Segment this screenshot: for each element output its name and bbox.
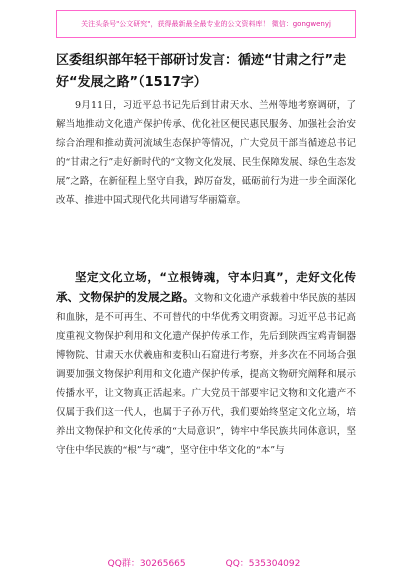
paragraph-2-lead: 坚定文化立场，“立根铸魂，守本归真”，走好文化传承、文物保护的发展之路。 [56,270,356,304]
footer-qq: QQ：535304092 [225,559,301,569]
header-banner-text: 关注头条号"公文研究"，获得最新最全最专业的公文资料库！ 微信：gongwenyj [81,20,331,28]
paragraph-1: 9月11日，习近平总书记先后到甘肃天水、兰州等地考察调研，了解当地推动文化遗产保护传承、优化社区便民惠民服务、加强社会治安综合治理和推动黄河流域生态保护等情况，广大党员干部当循迹总书记的“甘肃之行”走好新时代的“文物文化发展、民生保障发展、绿色生态发展”之路，在新征程上坚守自我，踔厉奋发，砥砺前行为进一步全面深化改革、推进中国式现代化共同谱写华丽篇章。 [56,100,356,206]
header-banner [56,10,356,38]
footer [0,556,408,572]
paragraph-2-body: 文物和文化遗产承载着中华民族的基因和血脉，是不可再生、不可替代的中华优秀文明资源。习近平总书记高度重视文物保护利用和文化遗产保护传承工作，先后到陕西宝鸡青铜器博物院、甘肃天水伏羲庙和麦积山石窟进行考察，并多次在不同场合强调要加强文物保护利用和文化遗产保护传承，提高文物研究阐释和展示传播水平，让文物真正活起来。广大党员干部要牢记文物和文化遗产不仅属于我们这一代人，也属于子孙万代，我们要始终坚定文化立场，培养出文物保护和文化传承的“大局意识”，铸牢中华民族共同体意识，坚守住中华民族的“根”与“魂”，坚守住中华文化的“本”与 [56,293,356,456]
document-title: 区委组织部年轻干部研讨发言：循迹“甘肃之行”走好“发展之路”（1517字） [56,53,347,90]
footer-qq-group: QQ群：30265665 [107,559,186,569]
paragraph-2 [56,268,356,460]
